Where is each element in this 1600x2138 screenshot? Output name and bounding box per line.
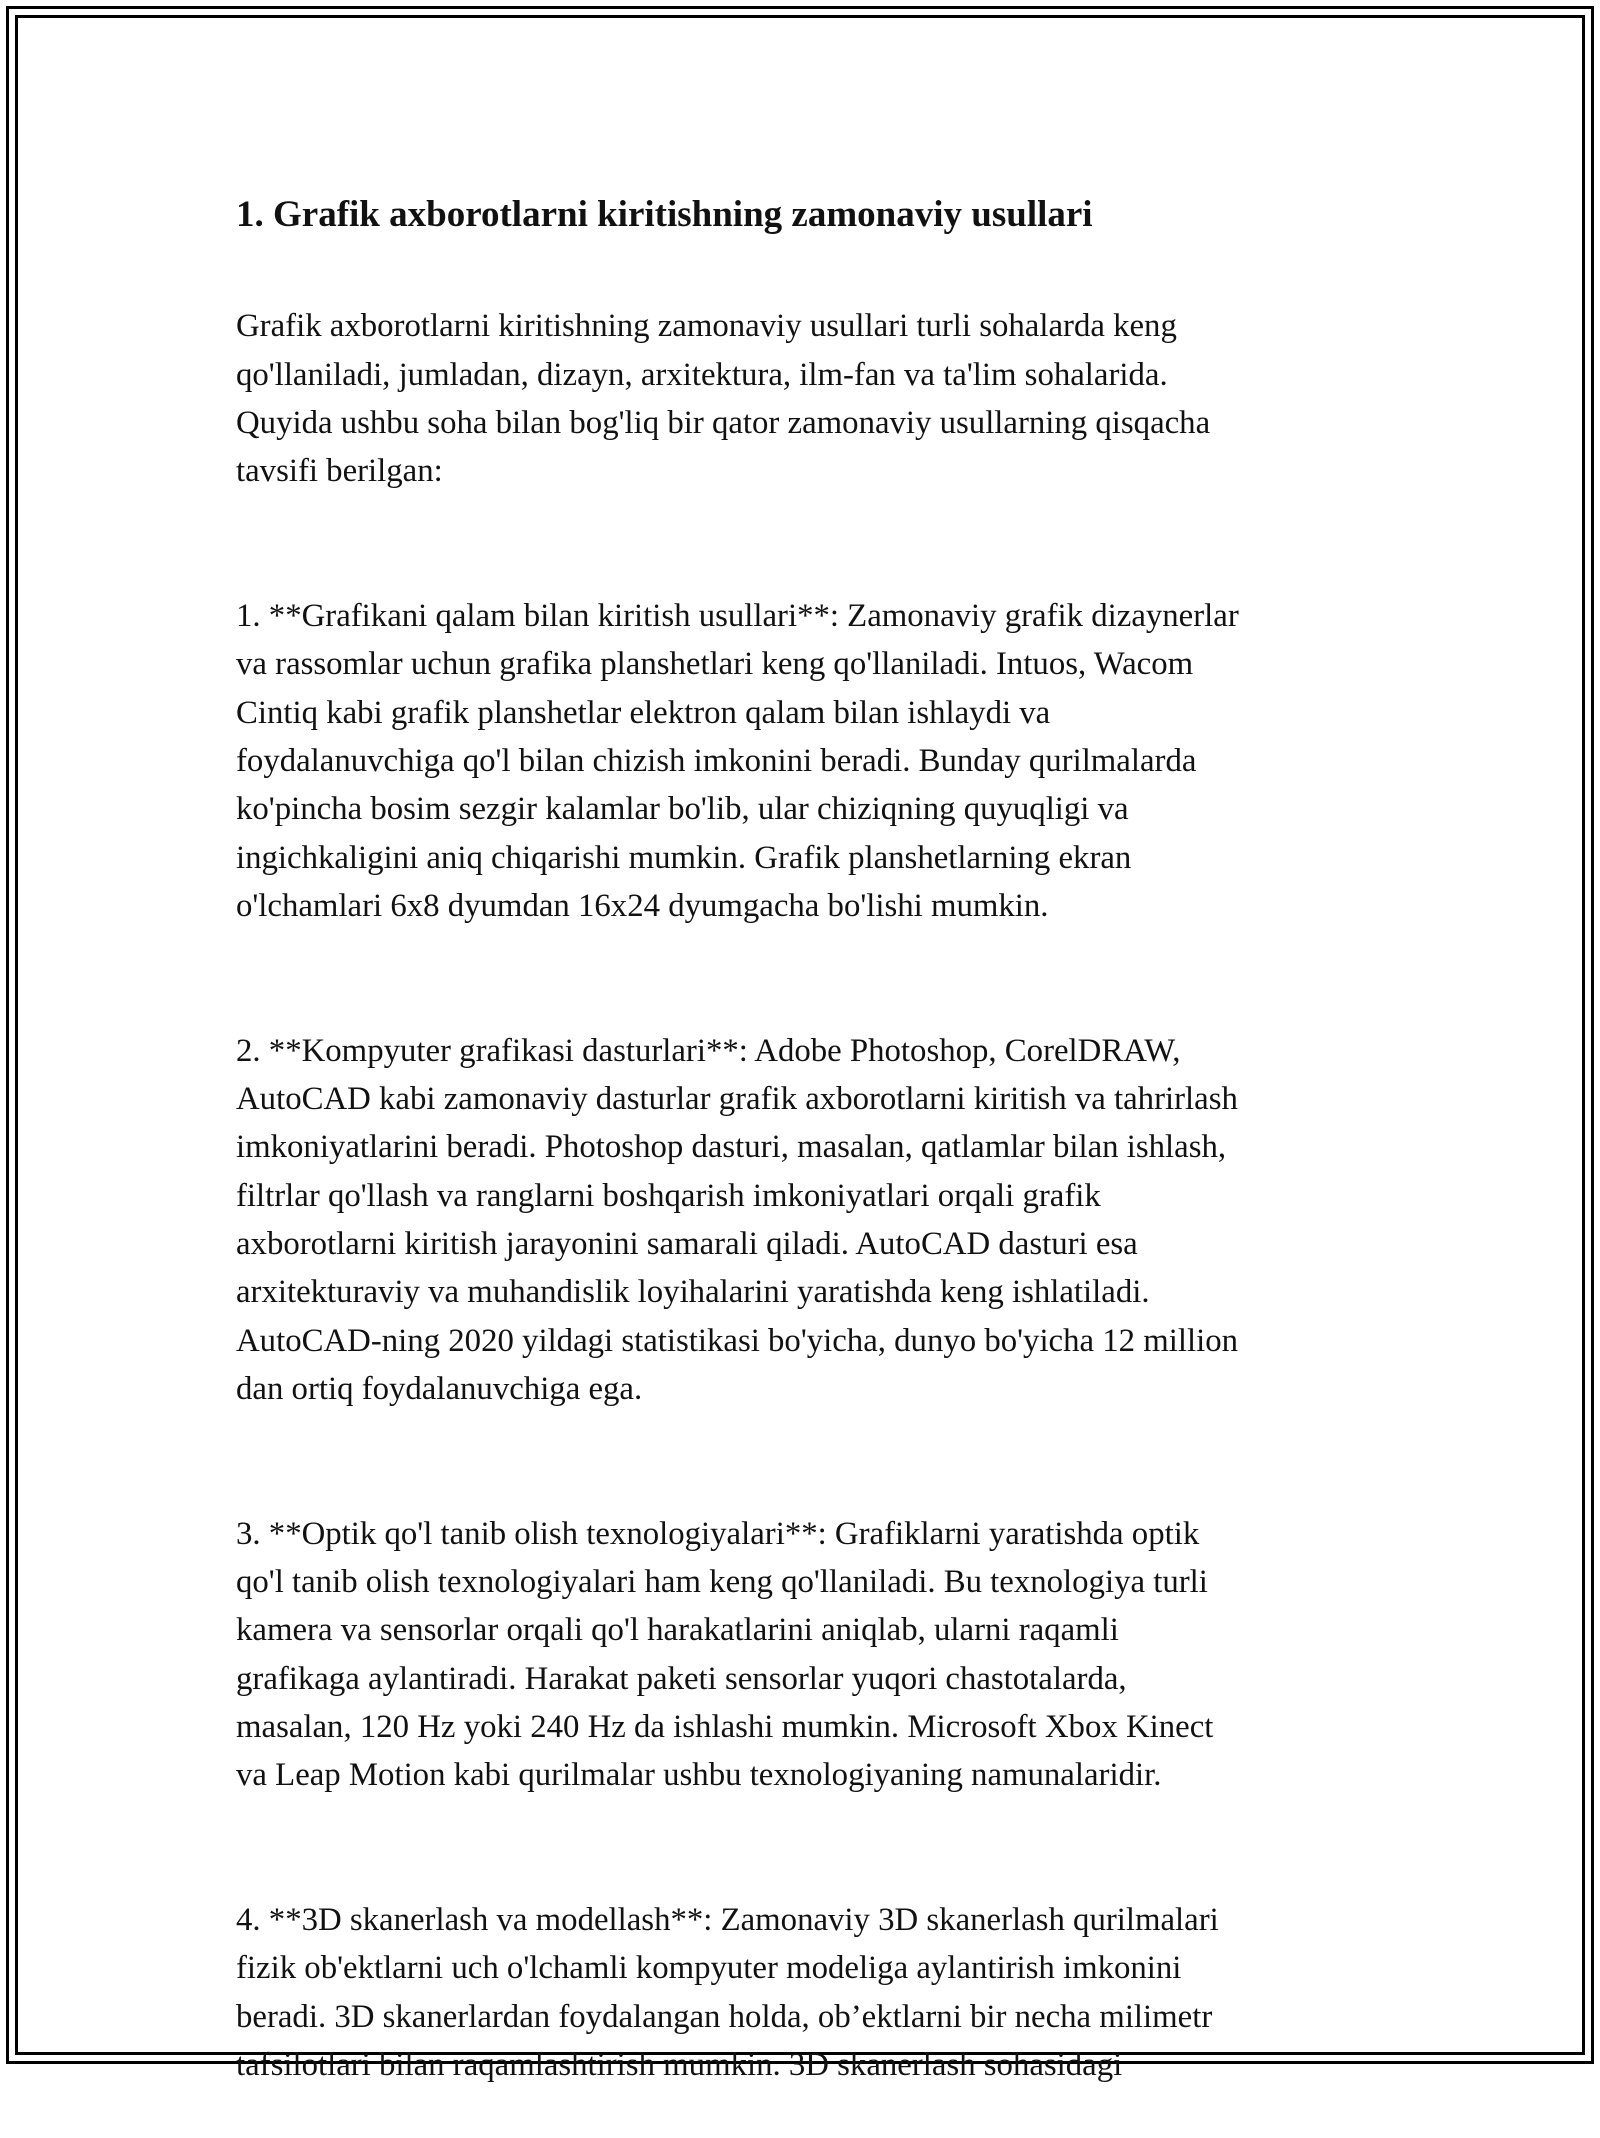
list-item-3d-scanning: 4. **3D skanerlash va modellash**: Zamonaviy 3D skanerlash qurilmalari fizik ob'ektlarni uch o'lchamli kompyuter modeliga aylantirish imkonini beradi. 3D skanerlardan foydalangan holda, ob’ektlarni bir necha milimetr tafsilotlari bilan raqamlashtirish mumkin. 3D skanerlash sohasidagi [236, 1902, 1219, 2083]
list-item-optical-recognition: 3. **Optik qo'l tanib olish texnologiyalari**: Grafiklarni yaratishda optik qo'l tanib olish texnologiyalari ham keng qo'llaniladi. Bu texnologiya turli kamera va sensorlar orqali qo'l harakatlarini aniqlab, ularni raqamli grafikaga aylantiradi. Harakat paketi sensorlar yuqori chastotalarda, masalan, 120 Hz yoki 240 Hz da ishlashi mumkin. Microsoft Xbox Kinect va Leap Motion kabi qurilmalar ushbu texnologiyaning namunalaridir. [236, 1515, 1214, 1794]
document-content [236, 186, 1366, 2138]
list-item-pen-input: 1. **Grafikani qalam bilan kiritish usullari**: Zamonaviy grafik dizaynerlar va rassomlar uchun grafika planshetlari keng qo'llaniladi. Intuos, Wacom Cintiq kabi grafik planshetlar elektron qalam bilan ishlaydi va foydalanuvchiga qo'l bilan chizish imkonini beradi. Bunday qurilmalarda ko'pincha bosim sezgir kalamlar bo'lib, ular chiziqning quyuqligi va ingichkaligini aniq chiqarishi mumkin. Grafik planshetlarning ekran o'lchamlari 6x8 dyumdan 16x24 dyumgacha bo'lishi mumkin. [236, 598, 1239, 924]
section-heading: 1. Grafik axborotlarni kiritishning zamonaviy usullari [236, 194, 1093, 235]
intro-paragraph: Grafik axborotlarni kiritishning zamonaviy usullari turli sohalarda keng qo'llaniladi, jumladan, dizayn, arxitektura, ilm-fan va ta'lim sohalarida. Quyida ushbu soha bilan bog'liq bir qator zamonaviy usullarning qisqacha tavsifi berilgan: [236, 308, 1211, 490]
list-item-graphics-software: 2. **Kompyuter grafikasi dasturlari**: Adobe Photoshop, CorelDRAW, AutoCAD kabi zamonaviy dasturlar grafik axborotlarni kiritish va tahrirlash imkoniyatlarini beradi. Photoshop dasturi, masalan, qatlamlar bilan ishlash, filtrlar qo'llash va ranglarni boshqarish imkoniyatlari orqali grafik axborotlarni kiritish jarayonini samarali qiladi. AutoCAD dasturi esa arxitekturaviy va muhandislik loyihalarini yaratishda keng ishlatiladi. AutoCAD-ning 2020 yildagi statistikasi bo'yicha, dunyo bo'yicha 12 million dan ortiq foydalanuvchiga ega. [236, 1032, 1239, 1407]
document-body [236, 254, 1366, 2138]
